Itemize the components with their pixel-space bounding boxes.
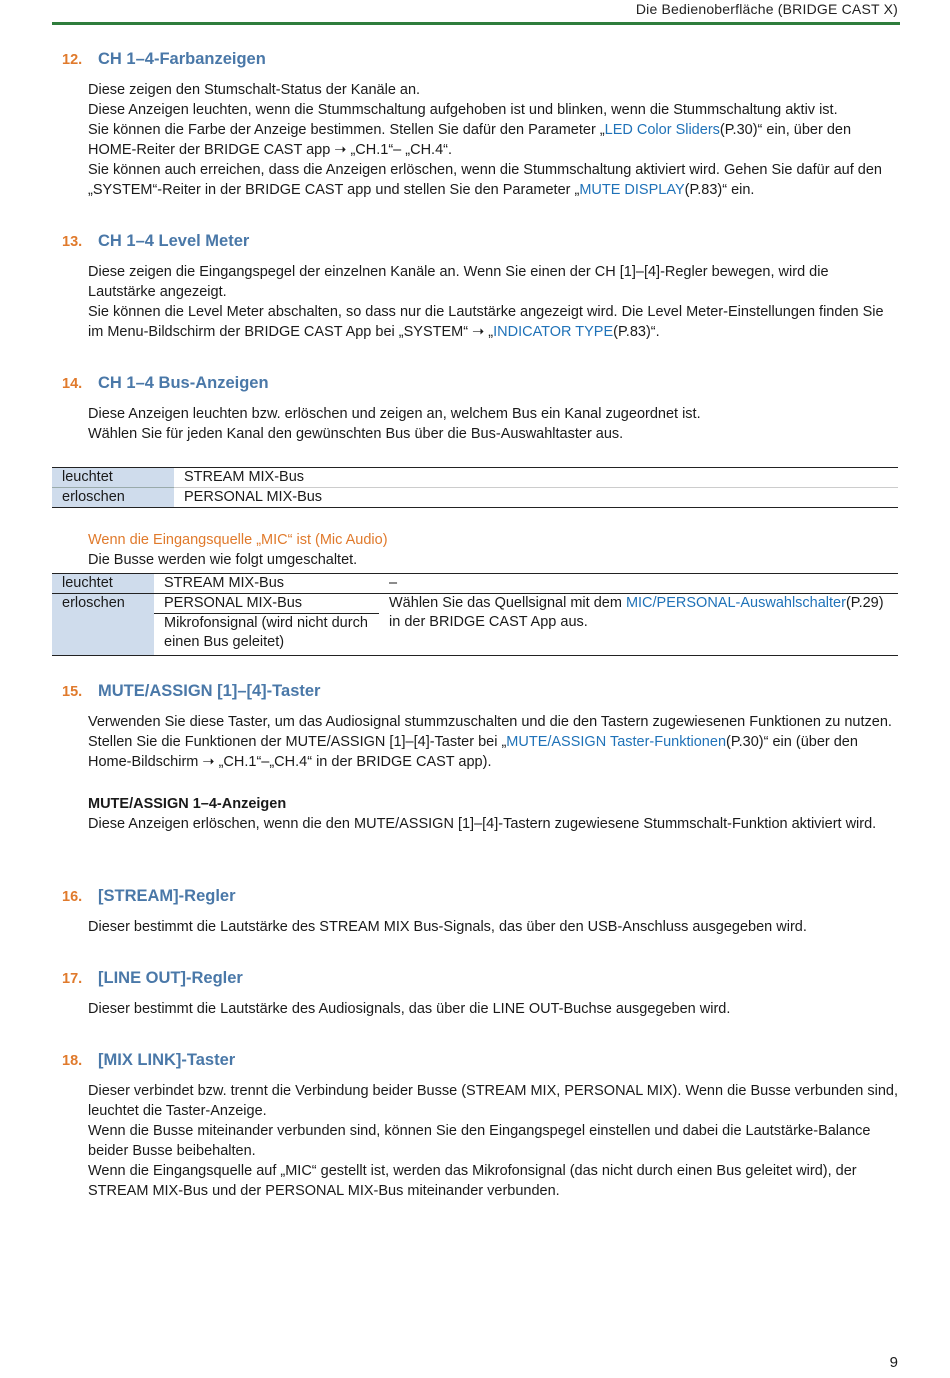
- section-13: [62, 232, 898, 342]
- paragraph: Diese Anzeigen erlöschen, wenn die den MUTE/ASSIGN [1]–[4]-Tastern zugewiesene Stummschalt-Funktion aktiviert wird.: [88, 816, 877, 832]
- section-number: 13.: [62, 234, 83, 250]
- section-title: CH 1–4 Level Meter: [98, 232, 250, 250]
- section-heading: [62, 887, 898, 909]
- section-16: [62, 887, 898, 937]
- section-number: 15.: [62, 684, 83, 700]
- section-14: [62, 374, 898, 444]
- paragraph: Diese zeigen den Stumschalt-Status der Kanäle an.: [88, 82, 421, 98]
- subheading: MUTE/ASSIGN 1–4-Anzeigen: [88, 796, 287, 812]
- section-heading: [62, 1051, 898, 1073]
- paragraph: [88, 732, 898, 772]
- text: (P.83)“ ein.: [684, 182, 755, 198]
- section-body: [88, 712, 898, 834]
- text: Sie können die Farbe der Anzeige bestimmen. Stellen Sie dafür den Parameter „: [88, 122, 605, 138]
- table-cell-bus: Mikrofonsignal (wird nicht durch einen Bus geleitet): [154, 614, 379, 656]
- section-number: 14.: [62, 376, 83, 392]
- section-title: MUTE/ASSIGN [1]–[4]-Taster: [98, 682, 321, 700]
- text: Sie können auch erreichen, dass die Anzeigen erlöschen, wenn die Stummschaltung aktiviert wird. Gehen Sie dafür auf den „SYSTEM“-Reiter in der BRIDGE CAST app und stellen Sie den Parameter „: [88, 162, 882, 198]
- link-mic-personal-switch[interactable]: MIC/PERSONAL-Auswahlschalter: [625, 595, 846, 611]
- text: Stellen Sie die Funktionen der MUTE/ASSIGN [1]–[4]-Taster bei „: [88, 734, 507, 750]
- paragraph: Diese Anzeigen leuchten, wenn die Stummschaltung aufgehoben ist und blinken, wenn die Stummschaltung aktiv ist.: [88, 102, 838, 118]
- table-cell-bus: PERSONAL MIX-Bus: [174, 488, 898, 508]
- section-body: [88, 1081, 898, 1201]
- page-header: [0, 0, 950, 30]
- paragraph: Wenn die Busse miteinander verbunden sind, können Sie den Eingangspegel einstellen und dabei die Lautstärke-Balance beider Busse beibehalten.: [88, 1123, 871, 1159]
- paragraph: [88, 120, 898, 160]
- link-mute-display[interactable]: MUTE DISPLAY: [579, 182, 685, 198]
- table-cell-state: erloschen: [52, 594, 154, 656]
- section-heading: [62, 374, 898, 396]
- text: (P.83)“.: [613, 324, 660, 340]
- mic-note: [88, 530, 388, 570]
- table-cell-state: erloschen: [52, 488, 174, 508]
- mic-note-text: Die Busse werden wie folgt umgeschaltet.: [88, 552, 358, 568]
- paragraph: Verwenden Sie diese Taster, um das Audiosignal stummzuschalten und die den Tastern zugewiesenen Funktionen zu nutzen.: [88, 714, 892, 730]
- paragraph: Dieser bestimmt die Lautstärke des Audiosignals, das über die LINE OUT-Buchse ausgegeben wird.: [88, 1001, 731, 1017]
- section-number: 18.: [62, 1053, 83, 1069]
- section-15: [62, 682, 898, 834]
- section-17: [62, 969, 898, 1019]
- paragraph: Diese Anzeigen leuchten bzw. erlöschen und zeigen an, welchem Bus ein Kanal zugeordnet ist.: [88, 406, 701, 422]
- table-cell-bus: STREAM MIX-Bus: [154, 574, 379, 594]
- paragraph: [88, 160, 898, 200]
- section-body: [88, 262, 898, 342]
- section-body: [88, 917, 898, 937]
- section-number: 16.: [62, 889, 83, 905]
- paragraph: Wählen Sie für jeden Kanal den gewünschten Bus über die Bus-Auswahltaster aus.: [88, 426, 624, 442]
- bus-indicator-table: [52, 467, 898, 508]
- paragraph: Wenn die Eingangsquelle auf „MIC“ gestellt ist, werden das Mikrofonsignal (das nicht durch einen Bus geleitet wird), der STREAM MIX-Bus und der PERSONAL MIX-Bus miteinander verbunden.: [88, 1163, 857, 1199]
- paragraph: Diese zeigen die Eingangspegel der einzelnen Kanäle an. Wenn Sie einen der CH [1]–[4]-Regler bewegen, wird die Lautstärke angezeigt.: [88, 264, 829, 300]
- text: (P.30)“ ein (über den Home-Bildschirm ➝ „CH.1“–„CH.4“ in der BRIDGE CAST app).: [88, 734, 858, 770]
- table-cell-state: leuchtet: [52, 574, 154, 594]
- section-18: [62, 1051, 898, 1201]
- header-title: Die Bedienoberfläche (BRIDGE CAST X): [635, 1, 898, 17]
- link-mute-assign-functions[interactable]: MUTE/ASSIGN Taster-Funktionen: [506, 734, 727, 750]
- text: Sie können die Level Meter abschalten, so dass nur die Lautstärke angezeigt wird. Die Level Meter-Einstellungen finden Sie im Menu-Bildschirm der BRIDGE CAST App bei „SYSTEM“ ➝ „: [88, 304, 884, 340]
- section-body: [88, 80, 898, 200]
- table-row: [52, 468, 898, 488]
- table-cell-bus: STREAM MIX-Bus: [174, 468, 898, 488]
- link-led-color-sliders[interactable]: LED Color Sliders: [604, 122, 720, 138]
- section-number: 12.: [62, 52, 83, 68]
- table-cell-note: –: [379, 574, 898, 594]
- table-cell-note: [379, 594, 898, 656]
- page-number: 9: [889, 1354, 898, 1371]
- section-heading: [62, 969, 898, 991]
- table-cell-state: leuchtet: [52, 468, 174, 488]
- section-title: [MIX LINK]-Taster: [98, 1051, 236, 1069]
- section-heading: [62, 232, 898, 254]
- text: (P.29) in der BRIDGE CAST App aus.: [389, 595, 884, 630]
- section-title: CH 1–4-Farbanzeigen: [98, 50, 266, 68]
- text: Wählen Sie das Quellsignal mit dem: [389, 595, 626, 611]
- mic-bus-table: [52, 573, 898, 656]
- link-indicator-type[interactable]: INDICATOR TYPE: [493, 324, 614, 340]
- section-title: CH 1–4 Bus-Anzeigen: [98, 374, 269, 392]
- paragraph: Dieser verbindet bzw. trennt die Verbindung beider Busse (STREAM MIX, PERSONAL MIX). Wenn die Busse verbunden sind, leuchtet die Taster-Anzeige.: [88, 1083, 898, 1119]
- table-cell-bus: PERSONAL MIX-Bus: [154, 594, 379, 614]
- mic-note-heading: Wenn die Eingangsquelle „MIC“ ist (Mic Audio): [88, 532, 388, 548]
- section-body: [88, 999, 898, 1019]
- table-row: [52, 594, 898, 614]
- section-12: [62, 50, 898, 200]
- paragraph: Dieser bestimmt die Lautstärke des STREAM MIX Bus-Signals, das über den USB-Anschluss ausgegeben wird.: [88, 919, 807, 935]
- section-heading: [62, 50, 898, 72]
- paragraph: [88, 302, 898, 342]
- table-row: [52, 574, 898, 594]
- section-title: [LINE OUT]-Regler: [98, 969, 243, 987]
- table-row: [52, 488, 898, 508]
- header-rule: [52, 22, 900, 25]
- section-heading: [62, 682, 898, 704]
- section-number: 17.: [62, 971, 83, 987]
- text: (P.30)“ ein, über den HOME-Reiter der BRIDGE CAST app ➝ „CH.1“– „CH.4“.: [88, 122, 852, 158]
- section-title: [STREAM]-Regler: [98, 887, 236, 905]
- section-body: [88, 404, 898, 444]
